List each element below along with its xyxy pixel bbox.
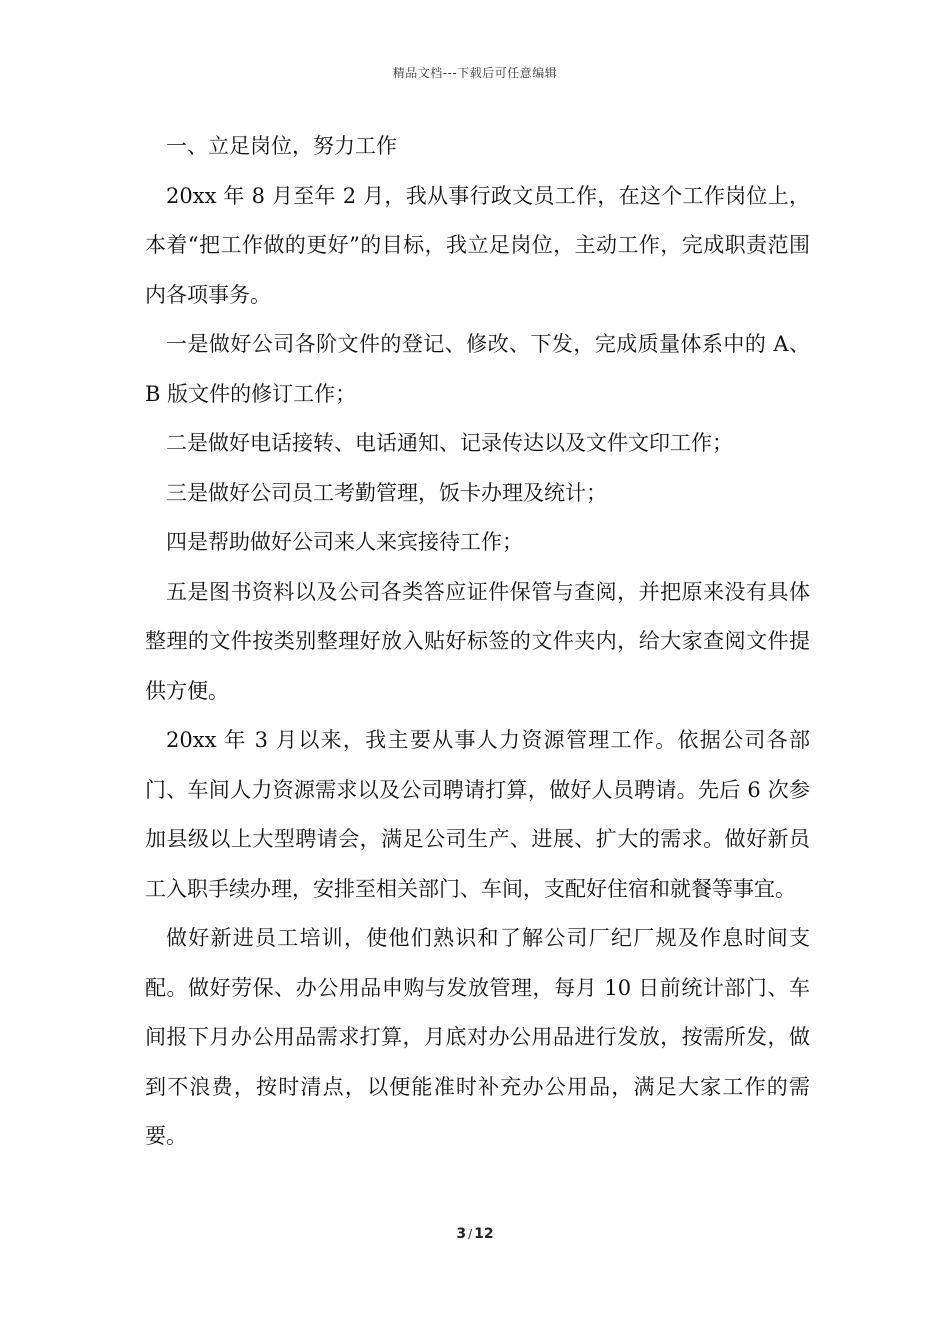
paragraph-item-2: 二是做好电话接转、电话通知、记录传达以及文件文印工作； [166, 431, 733, 455]
document-body [145, 122, 810, 1162]
page-separator: / [468, 1227, 473, 1241]
paragraph-intro: 20xx 年 8 月至年 2 月，我从事行政文员工作，在这个工作岗位上，本着“把工作做的更好”的目标，我立足岗位，主动工作，完成职责范围内各项事务。 [145, 183, 810, 307]
total-pages: 12 [474, 1226, 494, 1242]
paragraph-hr-work: 20xx 年 3 月以来，我主要从事人力资源管理工作。依据公司各部门、车间人力资源需求以及公司聘请打算，做好人员聘请。先后 6 次参加县级以上大型聘请会，满足公司生产、进展、扩大的需求。做好新员工入职手续办理，安排至相关部门、车间，支配好住宿和就餐等事宜。 [145, 728, 810, 901]
page-header: 精品文档---下载后可任意编辑 [392, 66, 558, 80]
page-number [0, 1226, 950, 1242]
section-heading: 一、立足岗位，努力工作 [166, 134, 397, 158]
paragraph-item-4: 四是帮助做好公司来人来宾接待工作； [166, 530, 523, 554]
paragraph-item-5: 五是图书资料以及公司各类答应证件保管与查阅，并把原来没有具体整理的文件按类别整理好放入贴好标签的文件夹内，给大家查阅文件提供方便。 [145, 579, 810, 703]
current-page: 3 [456, 1226, 467, 1242]
paragraph-item-3: 三是做好公司员工考勤管理，饭卡办理及统计； [166, 480, 607, 505]
paragraph-item-1: 一是做好公司各阶文件的登记、修改、下发，完成质量体系中的 A、B 版文件的修订工作； [145, 332, 810, 406]
paragraph-training: 做好新进员工培训，使他们熟识和了解公司厂纪厂规及作息时间支配。做好劳保、办公用品申购与发放管理，每月 10 日前统计部门、车间报下月办公用品需求打算，月底对办公用品进行发放，按需所发，做到不浪费，按时清点，以便能准时补充办公用品，满足大家工作的需要。 [145, 926, 810, 1148]
